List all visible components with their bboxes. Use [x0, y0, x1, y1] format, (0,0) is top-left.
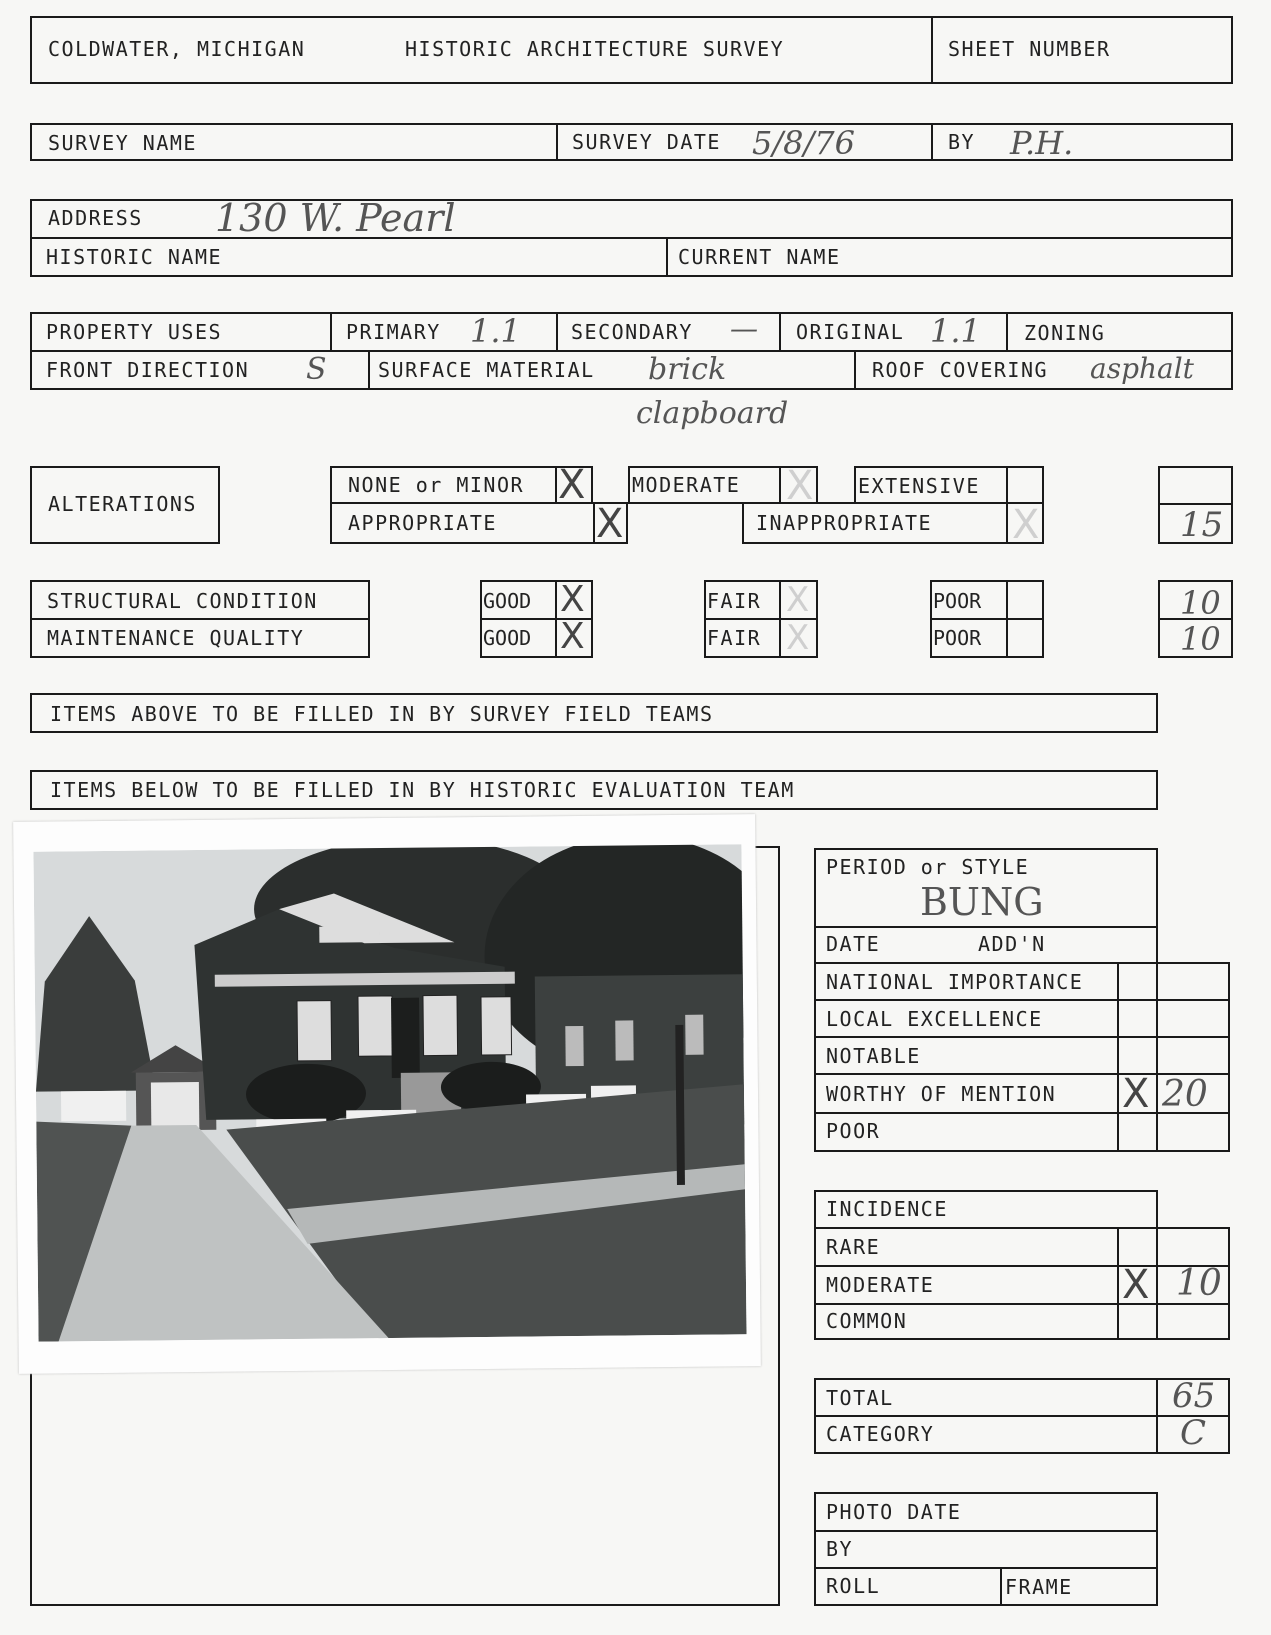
structural-fair-label: FAIR — [707, 589, 762, 613]
survey-by-value[interactable]: P.H. — [1010, 124, 1074, 162]
survey-date-label: SURVEY DATE — [572, 130, 721, 154]
eval-score-col-mid — [1156, 962, 1158, 1152]
address-value[interactable]: 130 W. Pearl — [215, 196, 456, 240]
front-direction-value[interactable]: S — [306, 352, 327, 387]
addn-label: ADD'N — [978, 932, 1046, 956]
original-label: ORIGINAL — [796, 320, 905, 344]
appropriate-label: APPROPRIATE — [348, 511, 497, 535]
property-uses-label: PROPERTY USES — [46, 320, 223, 344]
city-name: COLDWATER, MICHIGAN — [48, 37, 306, 61]
structural-good-check[interactable]: X — [560, 579, 585, 620]
eval-line-1 — [814, 962, 1230, 964]
surface-material-label: SURFACE MATERIAL — [378, 358, 595, 382]
incidence-col-left — [1117, 1227, 1119, 1340]
property-divider-2 — [556, 312, 558, 352]
surface-material-value-2[interactable]: clapboard — [636, 396, 789, 431]
totals-row-divider — [814, 1415, 1230, 1417]
maintenance-good-check[interactable]: X — [560, 616, 585, 657]
maintenance-quality-label: MAINTENANCE QUALITY — [47, 626, 305, 650]
total-value[interactable]: 65 — [1172, 1376, 1216, 1416]
appropriate-check-divider — [593, 502, 595, 544]
roll-label: ROLL — [826, 1574, 881, 1598]
category-label: CATEGORY — [826, 1422, 935, 1446]
eval-score-col-left — [1117, 962, 1119, 1152]
fair-check-divider — [779, 580, 781, 658]
frame-label: FRAME — [1005, 1575, 1073, 1599]
survey-divider-2 — [931, 123, 933, 161]
roll-frame-divider — [1000, 1567, 1002, 1606]
roof-covering-value[interactable]: asphalt — [1090, 352, 1194, 385]
items-below-note: ITEMS BELOW TO BE FILLED IN BY HISTORIC EVALUATION TEAM — [50, 778, 795, 802]
inappropriate-label: INAPPROPRIATE — [756, 511, 933, 535]
property-row-divider — [30, 350, 1233, 352]
none-minor-check[interactable]: X — [558, 462, 586, 508]
survey-date-value[interactable]: 5/8/76 — [752, 124, 855, 162]
items-above-note: ITEMS ABOVE TO BE FILLED IN BY SURVEY FIELD TEAMS — [50, 702, 714, 726]
worthy-check[interactable]: X — [1122, 1071, 1150, 1117]
moderate-alt-check[interactable]: X — [786, 463, 814, 509]
maintenance-good-label: GOOD — [483, 626, 532, 650]
name-divider — [666, 237, 668, 277]
poor-row-divider — [930, 618, 1044, 620]
condition-label-divider — [30, 618, 370, 620]
roof-covering-label: ROOF COVERING — [872, 358, 1049, 382]
none-minor-check-divider — [555, 466, 557, 504]
extensive-label: EXTENSIVE — [858, 474, 980, 498]
national-importance-label: NATIONAL IMPORTANCE — [826, 970, 1084, 994]
property-divider-3 — [779, 312, 781, 352]
appropriate-check[interactable]: X — [596, 501, 624, 547]
incidence-label: INCIDENCE — [826, 1197, 948, 1221]
property-divider-1 — [330, 312, 332, 352]
incidence-line-3 — [814, 1303, 1230, 1305]
none-minor-label: NONE or MINOR — [348, 473, 525, 497]
house-photo — [13, 814, 761, 1374]
photo-date-label: PHOTO DATE — [826, 1500, 962, 1524]
house-photo-image — [33, 844, 746, 1341]
incidence-line-1 — [814, 1227, 1230, 1229]
incidence-line-2 — [814, 1265, 1230, 1267]
property-divider-6 — [854, 350, 856, 390]
totals-col-divider — [1156, 1378, 1158, 1454]
date-label: DATE — [826, 932, 881, 956]
surface-material-value-1[interactable]: brick — [648, 352, 727, 387]
structural-poor-label: POOR — [933, 589, 982, 613]
secondary-value[interactable]: — — [730, 312, 758, 345]
photo-info-line-2 — [814, 1567, 1158, 1569]
primary-value[interactable]: 1.1 — [470, 312, 521, 350]
category-value[interactable]: C — [1180, 1413, 1207, 1453]
eval-line-6 — [814, 1150, 1230, 1152]
notable-label: NOTABLE — [826, 1044, 921, 1068]
period-value[interactable]: BUNG — [920, 880, 1044, 924]
address-label: ADDRESS — [48, 206, 143, 230]
zoning-label: ZONING — [1024, 321, 1106, 345]
maintenance-poor-label: POOR — [933, 626, 982, 650]
moderate-incidence-score[interactable]: 10 — [1176, 1263, 1222, 1304]
alterations-label: ALTERATIONS — [48, 492, 197, 516]
survey-name-label: SURVEY NAME — [48, 131, 197, 155]
historic-name-label: HISTORIC NAME — [46, 245, 223, 269]
worthy-score[interactable]: 20 — [1162, 1074, 1208, 1115]
incidence-col-right — [1228, 1227, 1230, 1340]
secondary-label: SECONDARY — [571, 320, 693, 344]
front-direction-label: FRONT DIRECTION — [46, 358, 250, 382]
period-label: PERIOD or STYLE — [826, 855, 1030, 879]
maintenance-fair-check[interactable]: X — [786, 618, 810, 658]
photo-by-label: BY — [826, 1537, 854, 1561]
sheet-number-label: SHEET NUMBER — [948, 37, 1111, 61]
address-row-divider — [30, 237, 1233, 239]
incidence-line-4 — [814, 1338, 1230, 1340]
poor-check-divider — [1006, 580, 1008, 658]
common-label: COMMON — [826, 1309, 908, 1333]
original-value[interactable]: 1.1 — [930, 312, 981, 350]
photo-info-line-1 — [814, 1530, 1158, 1532]
eval-poor-label: POOR — [826, 1119, 881, 1143]
eval-score-col-right — [1228, 962, 1230, 1152]
structural-condition-label: STRUCTURAL CONDITION — [47, 589, 318, 613]
survey-divider-1 — [556, 123, 558, 161]
good-check-divider — [555, 580, 557, 658]
rare-label: RARE — [826, 1235, 881, 1259]
structural-good-label: GOOD — [483, 589, 532, 613]
header-divider — [931, 16, 933, 84]
primary-label: PRIMARY — [346, 320, 441, 344]
moderate-incidence-check[interactable]: X — [1122, 1262, 1150, 1308]
property-divider-5 — [368, 350, 370, 390]
survey-by-label: BY — [948, 130, 976, 154]
moderate-alt-label: MODERATE — [632, 473, 741, 497]
total-label: TOTAL — [826, 1386, 894, 1410]
incidence-col-mid — [1156, 1227, 1158, 1340]
current-name-label: CURRENT NAME — [678, 245, 841, 269]
structural-fair-check[interactable]: X — [786, 580, 810, 620]
local-excellence-label: LOCAL EXCELLENCE — [826, 1007, 1043, 1031]
property-divider-4 — [1006, 312, 1008, 352]
inappropriate-check[interactable]: X — [1012, 502, 1040, 548]
worthy-of-mention-label: WORTHY OF MENTION — [826, 1082, 1057, 1106]
alterations-score[interactable]: 15 — [1180, 505, 1224, 545]
maintenance-score[interactable]: 10 — [1180, 620, 1221, 658]
structural-score[interactable]: 10 — [1180, 584, 1221, 622]
maintenance-fair-label: FAIR — [707, 626, 762, 650]
moderate-incidence-label: MODERATE — [826, 1273, 935, 1297]
survey-title: HISTORIC ARCHITECTURE SURVEY — [405, 37, 785, 61]
eval-line-2 — [814, 999, 1230, 1001]
eval-line-3 — [814, 1036, 1230, 1038]
moderate-alt-check-divider — [779, 466, 781, 504]
